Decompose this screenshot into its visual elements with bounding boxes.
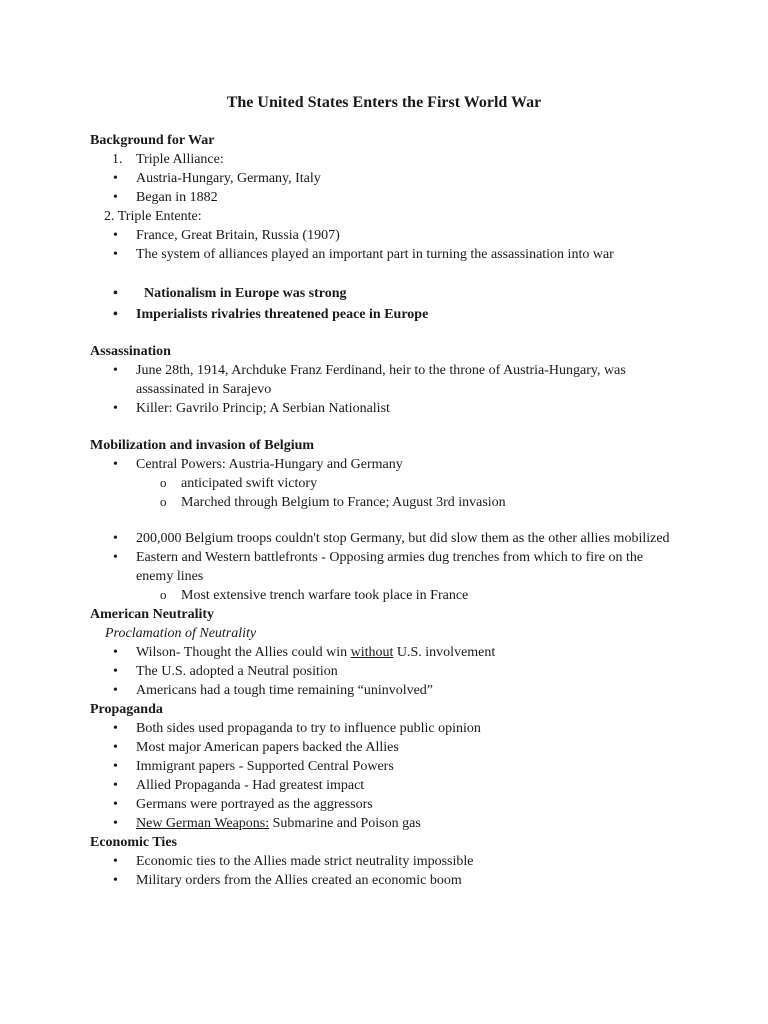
bullet-item: • Killer: Gavrilo Princip; A Serbian Nationalist <box>90 399 680 418</box>
bullet-item: • Economic ties to the Allies made strict neutrality impossible <box>90 852 680 871</box>
bullet-item: • The system of alliances played an important part in turning the assassination into war <box>90 245 680 264</box>
bullet-item: • Eastern and Western battlefronts - Opposing armies dug trenches from which to fire on the enemy lines <box>90 548 680 586</box>
bullet-item: • Americans had a tough time remaining “uninvolved” <box>90 681 680 700</box>
sub-bullet-item: o anticipated swift victory <box>90 474 680 493</box>
bullet-item: • 200,000 Belgium troops couldn't stop Germany, but did slow them as the other allies mobilized <box>90 529 680 548</box>
bullet-item: • Most major American papers backed the Allies <box>90 738 680 757</box>
item-label: Triple Alliance: <box>136 152 224 167</box>
section-heading-propaganda: Propaganda <box>90 702 163 717</box>
bullet-item: • Germans were portrayed as the aggressors <box>90 795 680 814</box>
bullet-item: • Immigrant papers - Supported Central Powers <box>90 757 680 776</box>
numbered-item: 2. Triple Entente: <box>104 209 202 224</box>
underlined-text: New German Weapons: <box>136 816 270 831</box>
item-number: 1. <box>112 152 123 167</box>
bullet-item: • Military orders from the Allies created an economic boom <box>90 871 680 890</box>
numbered-item <box>90 150 680 169</box>
bullet-item: • France, Great Britain, Russia (1907) <box>90 226 680 245</box>
bullet-text: Wilson- Thought the Allies could win <box>136 645 351 660</box>
bullet-item: • Allied Propaganda - Had greatest impact <box>90 776 680 795</box>
section-heading-background: Background for War <box>90 133 215 148</box>
section-subheading: Proclamation of Neutrality <box>105 626 257 641</box>
bullet-item: • The U.S. adopted a Neutral position <box>90 662 680 681</box>
document-body <box>90 131 680 890</box>
section-heading-assassination: Assassination <box>90 344 171 359</box>
bullet-item: • Austria-Hungary, Germany, Italy <box>90 169 680 188</box>
sub-bullet-item: o Marched through Belgium to France; August 3rd invasion <box>90 493 680 512</box>
bullet-item: • June 28th, 1914, Archduke Franz Ferdinand, heir to the throne of Austria-Hungary, was assassinated in Sarajevo <box>90 361 680 399</box>
bullet-item: • Nationalism in Europe was strong <box>90 284 680 303</box>
bullet-item: • Imperialists rivalries threatened peace in Europe <box>90 305 680 324</box>
bullet-item: • Both sides used propaganda to try to influence public opinion <box>90 719 680 738</box>
bullet-text: U.S. involvement <box>393 645 496 660</box>
section-heading-mobilization: Mobilization and invasion of Belgium <box>90 438 315 453</box>
section-heading-neutrality: American Neutrality <box>90 607 215 622</box>
bullet-item: • Central Powers: Austria-Hungary and Germany <box>90 455 680 474</box>
underlined-text: without <box>350 645 394 660</box>
bullet-item: • Began in 1882 <box>90 188 680 207</box>
bullet-text: Submarine and Poison gas <box>269 816 421 831</box>
bullet-item <box>90 814 680 833</box>
section-heading-economic: Economic Ties <box>90 835 177 850</box>
bullet-item <box>90 643 680 662</box>
sub-bullet-item: o Most extensive trench warfare took place in France <box>90 586 680 605</box>
document-title: The United States Enters the First World War <box>226 94 542 111</box>
